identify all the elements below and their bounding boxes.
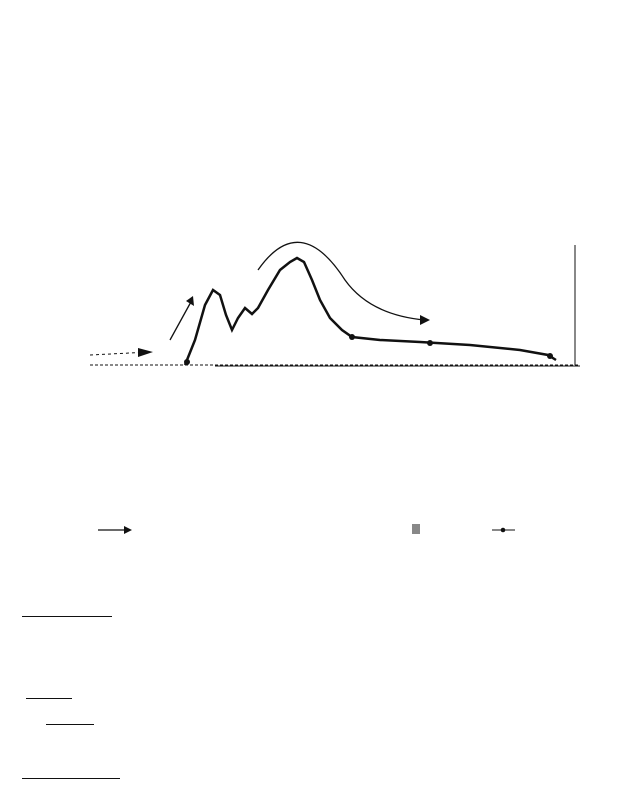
terrain-line — [185, 258, 556, 365]
q2-line2 — [22, 686, 77, 703]
city-dot-regina — [427, 340, 433, 346]
city-dot-winnipeg — [547, 353, 553, 359]
q1-line2 — [22, 604, 116, 621]
q1-blank-2[interactable] — [70, 604, 112, 617]
legend-airflow-arrow-icon — [124, 526, 132, 534]
q2-blank[interactable] — [26, 686, 72, 699]
q4-line2 — [22, 766, 120, 783]
q1-blank-1[interactable] — [22, 604, 70, 617]
q3-line — [46, 712, 94, 729]
airflow-up — [170, 300, 192, 340]
figure-14 — [0, 190, 640, 570]
terrain-profile — [90, 242, 580, 366]
airflow-over-mountain — [258, 242, 425, 320]
legend — [98, 524, 515, 534]
city-dot-lethbridge — [349, 334, 355, 340]
q3-blank[interactable] — [46, 712, 94, 725]
legend-precip-swatch — [412, 524, 420, 534]
airflow-arrow-head-1 — [138, 348, 153, 357]
q4-blank-1[interactable] — [22, 766, 72, 779]
city-dot-vancouver — [184, 359, 190, 365]
legend-temp-dot — [501, 528, 506, 533]
q4-blank-2[interactable] — [72, 766, 120, 779]
airflow-arrow-head-3 — [420, 315, 430, 325]
